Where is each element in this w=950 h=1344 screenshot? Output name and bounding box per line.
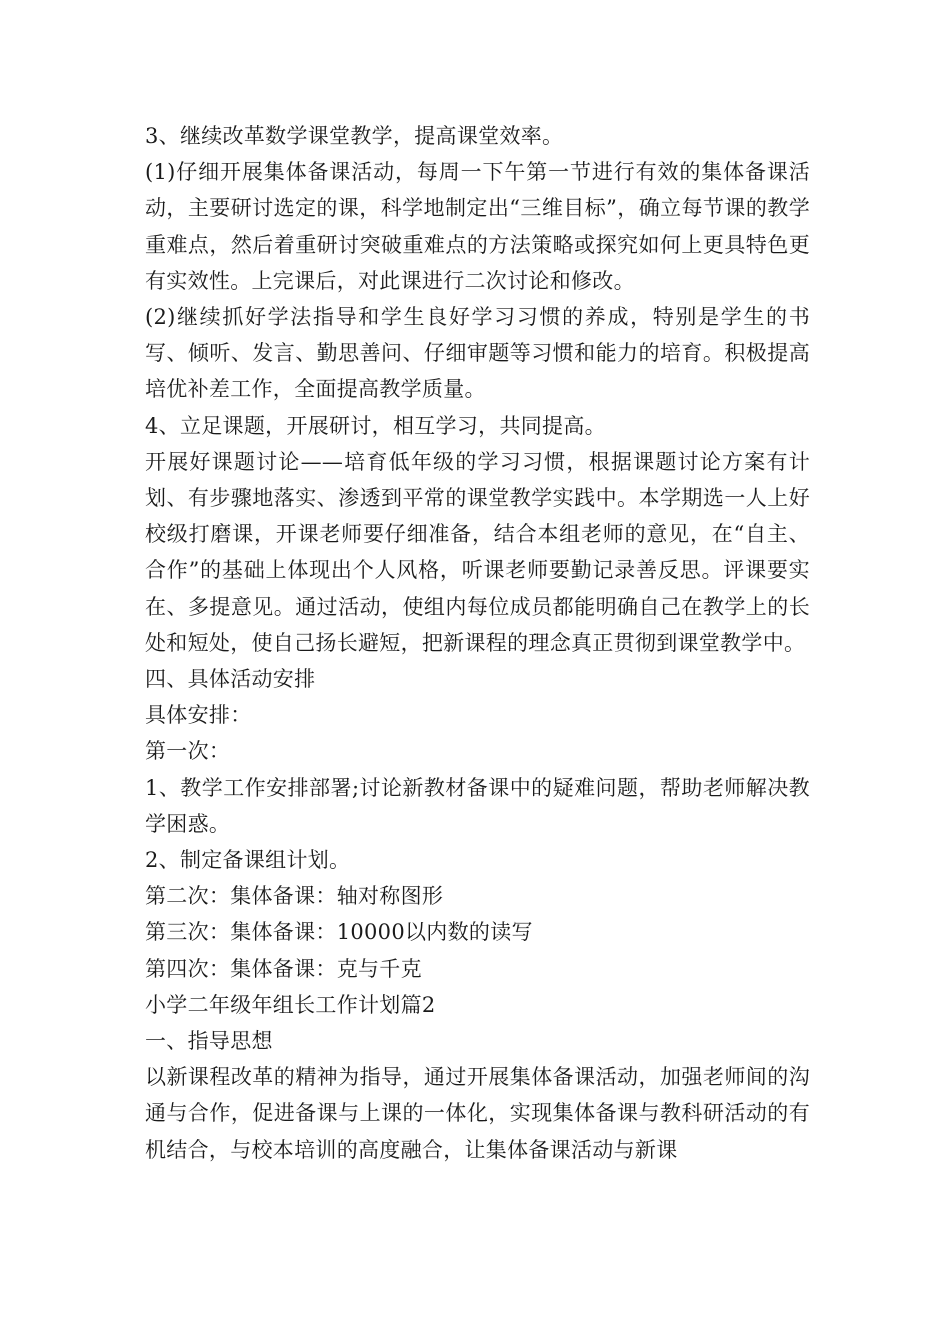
paragraph-collective-lesson-prep: (1)仔细开展集体备课活动，每周一下午第一节进行有效的集体备课活动，主要研讨选定的课，科学地制定出“三维目标”，确立每节课的教学重难点，然后着重研讨突破重难点的方法策略或探究如何上更具特色更有实效性。上完课后，对此课进行二次讨论和修改。 [145,160,810,293]
section-heading-activities: 四、具体活动安排 [145,667,316,692]
paragraph-fourth-session: 第四次：集体备课：克与千克 [145,956,422,981]
paragraph-study-habits: (2)继续抓好学法指导和学生良好学习习惯的养成，特别是学生的书写、倾听、发言、勤思善问、仔细审题等习惯和能力的培育。积极提高培优补差工作，全面提高教学质量。 [145,305,810,402]
paragraph-first-session: 第一次： [145,739,231,764]
paragraph-third-session: 第三次：集体备课：10000以内数的读写 [145,920,533,945]
paragraph-guiding-thought: 以新课程改革的精神为指导，通过开展集体备课活动，加强老师间的沟通与合作，促进备课与上课的一体化，实现集体备课与教科研活动的有机结合，与校本培训的高度融合，让集体备课活动与新课 [145,1065,810,1162]
section-heading-guiding-thought: 一、指导思想 [145,1029,273,1054]
paragraph-schedule-label: 具体安排： [145,703,252,728]
paragraph-item-4-heading: 4、立足课题，开展研讨，相互学习，共同提高。 [145,413,606,438]
paragraph-first-session-item-1: 1、教学工作安排部署;讨论新教材备课中的疑难问题，帮助老师解决教学困惑。 [145,775,810,836]
paragraph-item-3-heading: 3、继续改革数学课堂教学，提高课堂效率。 [145,124,564,148]
paragraph-second-session: 第二次：集体备课：轴对称图形 [145,884,444,909]
article-title-part-2: 小学二年级年组长工作计划篇2 [145,992,436,1017]
paragraph-first-session-item-2: 2、制定备课组计划。 [145,848,351,873]
paragraph-research-topic: 开展好课题讨论——培育低年级的学习习惯，根据课题讨论方案有计划、有步骤地落实、渗透到平常的课堂教学实践中。本学期选一人上好校级打磨课，开课老师要仔细准备，结合本组老师的意见，在“自主、合作”的基础上体现出个人风格，听课老师要勤记录善反思。评课要实在、多提意见。通过活动，使组内每位成员都能明确自己在教学上的长处和短处，使自己扬长避短，把新课程的理念真正贯彻到课堂教学中。 [145,449,810,655]
document-body [145,118,810,1168]
